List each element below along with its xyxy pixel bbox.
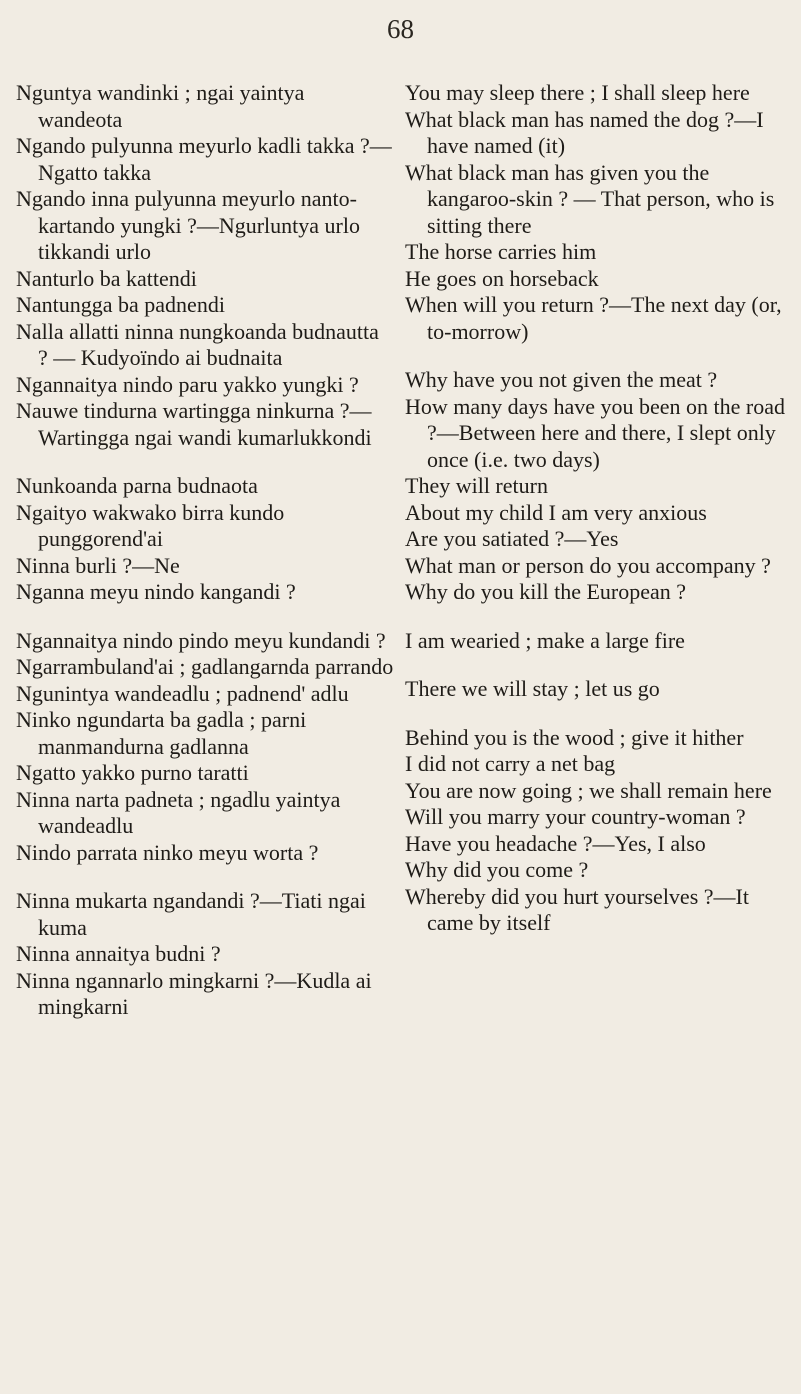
english-translation-entry: The horse carries him [405, 239, 597, 264]
aboriginal-phrase-entry: Ninko ngundarta ba gadla ; parni manmandurna gadlanna [16, 707, 307, 759]
left-column-aboriginal [16, 80, 394, 1021]
english-translation-entry: Whereby did you hurt yourselves ?—It came by itself [405, 883, 749, 935]
english-translation-entry: Will you marry your country-woman ? [405, 804, 746, 829]
english-translation-entry: Behind you is the wood ; give it hither [405, 724, 744, 750]
page-number: 68 [387, 14, 414, 44]
aboriginal-phrase-entry: Ngando inna pulyunna meyurlo nanto-kartando yungki ?—Ngurluntya urlo tikkandi urlo [16, 186, 360, 264]
aboriginal-phrase-entry: Nalla allatti ninna nungkoanda budnautta ? — Kudyoïndo ai budnaita [16, 318, 379, 370]
english-translation-entry: They will return [405, 473, 548, 498]
aboriginal-phrase-entry: Nganna meyu nindo kangandi ? [16, 579, 296, 604]
english-translation-entry: You are now going ; we shall remain here [405, 777, 772, 803]
english-translation-entry: Why have you not given the meat ? [405, 367, 718, 392]
aboriginal-phrase-entry: Nindo parrata ninko meyu worta ? [16, 839, 319, 865]
english-translation-entry: How many days have you been on the road ?—Between here and there, I slept only once (i.e. two days) [405, 393, 786, 472]
english-translation-entry: Why do you kill the European ? [405, 579, 687, 604]
aboriginal-phrase-entry: Ngaityo wakwako birra kundo punggorend'ai [16, 499, 285, 551]
english-translation-entry: What man or person do you accompany ? [405, 552, 771, 578]
aboriginal-phrase-entry: Ninna annaitya budni ? [16, 941, 221, 966]
english-translation-entry: Have you headache ?—Yes, I also [405, 830, 706, 856]
aboriginal-phrase-entry: Ngatto yakko purno taratti [16, 760, 249, 785]
english-translation-entry: I did not carry a net bag [405, 751, 616, 776]
aboriginal-phrase-entry: Ngando pulyunna meyurlo kadli takka ?—Ngatto takka [16, 133, 392, 185]
aboriginal-phrase-entry: Ninna mukarta ngandandi ?—Tiati ngai kuma [16, 888, 366, 940]
aboriginal-phrase-entry: Ninna narta padneta ; ngadlu yaintya wandeadlu [16, 786, 341, 838]
aboriginal-phrase-entry: Nunkoanda parna budnaota [16, 473, 258, 498]
aboriginal-phrase-entry: Nantungga ba padnendi [16, 292, 225, 317]
right-column-english [405, 80, 790, 937]
english-translation-entry: What black man has given you the kangaroo-skin ? — That person, who is sitting there [405, 159, 775, 238]
aboriginal-phrase-entry: Ninna burli ?—Ne [16, 552, 180, 578]
aboriginal-phrase-entry: Ninna ngannarlo mingkarni ?—Kudla ai mingkarni [16, 967, 372, 1019]
english-translation-entry: Why did you come ? [405, 857, 589, 882]
english-translation-entry: About my child I am very anxious [405, 499, 707, 525]
english-translation-entry: What black man has named the dog ?—I have named (it) [405, 106, 764, 158]
aboriginal-phrase-entry: Ngunintya wandeadlu ; padnend' adlu [16, 680, 349, 706]
aboriginal-phrase-entry: Ngannaitya nindo pindo meyu kundandi ? [16, 627, 386, 653]
english-translation-entry: You may sleep there ; I shall sleep here [405, 80, 750, 105]
aboriginal-phrase-entry: Nanturlo ba kattendi [16, 265, 197, 291]
aboriginal-phrase-entry: Ngannaitya nindo paru yakko yungki ? [16, 371, 359, 397]
aboriginal-phrase-entry: Nguntya wandinki ; ngai yaintya wandeota [16, 80, 305, 132]
english-translation-entry: I am wearied ; make a large fire [405, 627, 685, 653]
aboriginal-phrase-entry: Nauwe tindurna wartingga ninkurna ?—Wartingga ngai wandi kumarlukkondi [16, 398, 372, 450]
aboriginal-phrase-entry: Ngarrambuland'ai ; gadlangarnda parrando [16, 654, 394, 679]
english-translation-entry: Are you satiated ?—Yes [405, 526, 619, 551]
english-translation-entry: There we will stay ; let us go [405, 676, 660, 701]
english-translation-entry: When will you return ?—The next day (or, to-morrow) [405, 292, 782, 344]
english-translation-entry: He goes on horseback [405, 265, 599, 291]
